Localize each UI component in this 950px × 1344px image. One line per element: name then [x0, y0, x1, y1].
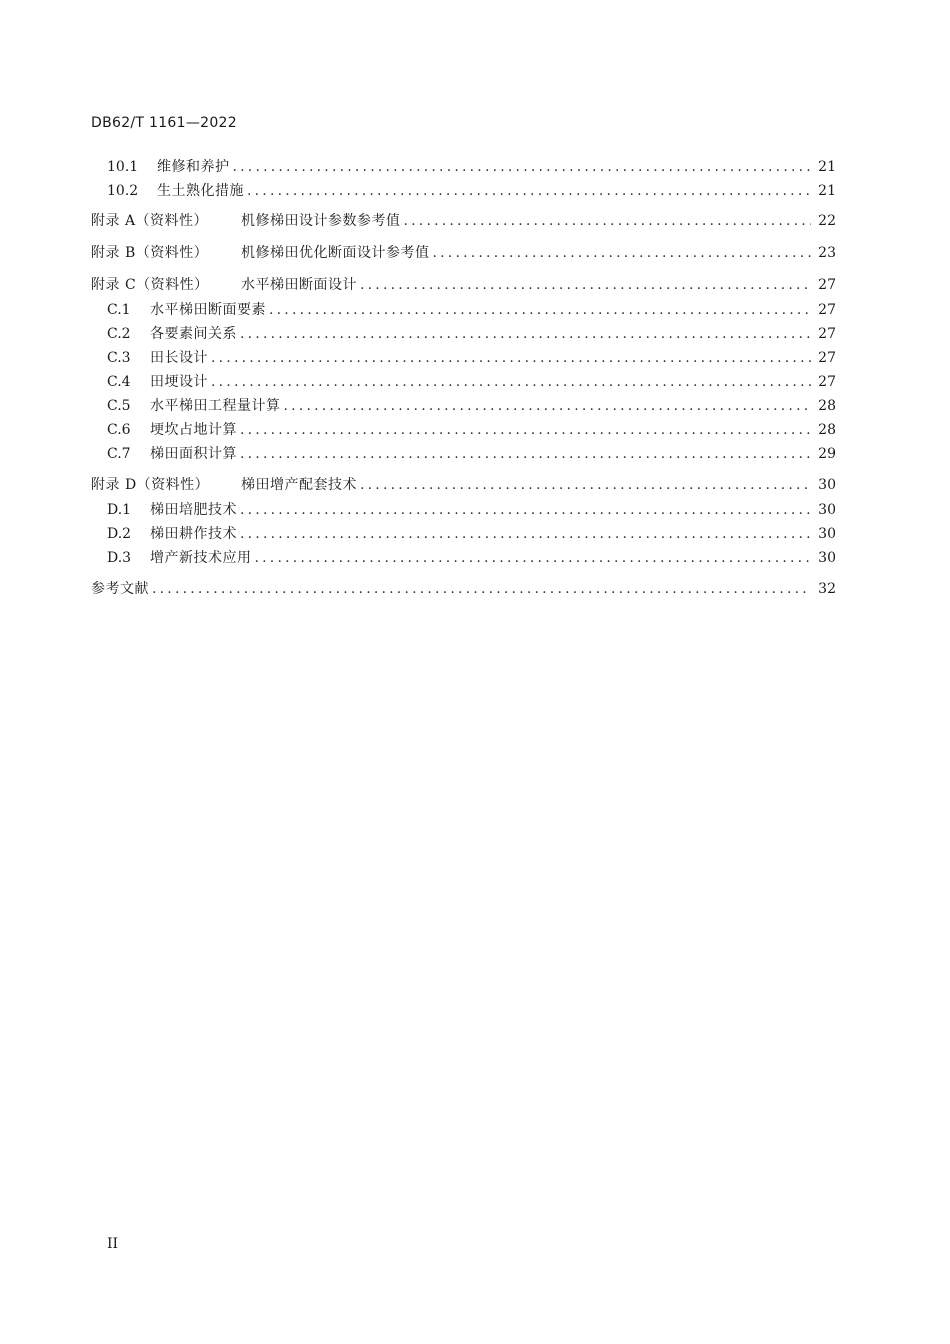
toc-entry-title: 埂坎占地计算: [150, 422, 237, 438]
toc-leader-dots: [284, 397, 812, 415]
toc-entry-number: C.5: [107, 398, 131, 414]
toc-entry-number: D.3: [107, 550, 132, 566]
toc-entry-title: 田长设计: [150, 350, 208, 366]
toc-leader-dots: [240, 501, 811, 519]
toc-entry-page: 21: [818, 183, 836, 199]
toc-leader-dots: [360, 276, 811, 294]
toc-entry-number: C.4: [107, 374, 131, 390]
toc-entry-appendix-c[interactable]: [0, 274, 950, 294]
toc-leader-dots: [240, 325, 811, 343]
toc-entry-title: 梯田培肥技术: [150, 502, 237, 518]
toc-leader-dots: [255, 549, 812, 567]
toc-leader-dots: [211, 373, 811, 391]
toc-entry-c-6[interactable]: [0, 419, 950, 439]
toc-entry-page: 27: [818, 277, 836, 293]
toc-appendix-label: 附录 B（资料性）: [91, 245, 209, 261]
toc-entry-number: C.7: [107, 446, 131, 462]
toc-entry-c-7[interactable]: [0, 443, 950, 463]
toc-entry-page: 27: [818, 326, 836, 342]
toc-entry-c-5[interactable]: [0, 395, 950, 415]
toc-entry-title: 生土熟化措施: [157, 183, 244, 199]
document-code: DB62/T 1161—2022: [91, 115, 237, 131]
toc-entry-c-1[interactable]: [0, 299, 950, 319]
toc-entry-appendix-d[interactable]: [0, 474, 950, 494]
toc-leader-dots: [152, 580, 811, 598]
toc-entry-page: 29: [818, 446, 836, 462]
toc-entry-page: 30: [818, 550, 836, 566]
toc-entry-page: 30: [818, 526, 836, 542]
toc-entry-page: 28: [818, 422, 836, 438]
toc-leader-dots: [240, 525, 811, 543]
toc-entry-c-2[interactable]: [0, 323, 950, 343]
toc-entry-c-4[interactable]: [0, 371, 950, 391]
toc-entry-title: 增产新技术应用: [150, 550, 252, 566]
toc-entry-page: 22: [818, 213, 836, 229]
toc-entry-title: 机修梯田设计参数参考值: [241, 213, 401, 229]
toc-leader-dots: [433, 244, 812, 262]
toc-entry-references[interactable]: [0, 578, 950, 598]
page-number: II: [107, 1236, 119, 1252]
toc-leader-dots: [360, 476, 811, 494]
toc-appendix-label: 附录 C（资料性）: [91, 277, 209, 293]
toc-entry-10-1[interactable]: [0, 156, 950, 176]
toc-leader-dots: [404, 212, 812, 230]
toc-leader-dots: [247, 182, 811, 200]
toc-entry-c-3[interactable]: [0, 347, 950, 367]
toc-leader-dots: [233, 158, 812, 176]
toc-entry-page: 27: [818, 374, 836, 390]
toc-entry-title: 水平梯田工程量计算: [150, 398, 281, 414]
toc-entry-appendix-a[interactable]: [0, 210, 950, 230]
toc-entry-number: 10.2: [107, 183, 139, 199]
toc-leader-dots: [240, 421, 811, 439]
toc-entry-title: 维修和养护: [157, 159, 230, 175]
toc-entry-d-1[interactable]: [0, 499, 950, 519]
toc-leader-dots: [269, 301, 811, 319]
toc-entry-title: 梯田耕作技术: [150, 526, 237, 542]
toc-entry-d-3[interactable]: [0, 547, 950, 567]
toc-entry-number: C.2: [107, 326, 131, 342]
toc-entry-10-2[interactable]: [0, 180, 950, 200]
toc-entry-title: 机修梯田优化断面设计参考值: [241, 245, 430, 261]
toc-entry-d-2[interactable]: [0, 523, 950, 543]
toc-entry-title: 水平梯田断面设计: [241, 277, 357, 293]
toc-entry-title: 各要素间关系: [150, 326, 237, 342]
toc-entry-number: D.1: [107, 502, 132, 518]
toc-entry-page: 30: [818, 477, 836, 493]
toc-appendix-label: 附录 D（资料性）: [91, 477, 210, 493]
toc-entry-page: 23: [818, 245, 836, 261]
toc-entry-page: 32: [818, 581, 836, 597]
toc-entry-page: 27: [818, 302, 836, 318]
toc-entry-title: 梯田增产配套技术: [241, 477, 357, 493]
toc-entry-title: 梯田面积计算: [150, 446, 237, 462]
toc-entry-number: D.2: [107, 526, 132, 542]
toc-entry-page: 28: [818, 398, 836, 414]
toc-entry-appendix-b[interactable]: [0, 242, 950, 262]
toc-entry-title: 参考文献: [91, 581, 149, 597]
toc-entry-page: 21: [818, 159, 836, 175]
toc-appendix-label: 附录 A（资料性）: [91, 213, 209, 229]
toc-entry-title: 水平梯田断面要素: [150, 302, 266, 318]
toc-entry-number: C.1: [107, 302, 131, 318]
toc-entry-page: 27: [818, 350, 836, 366]
toc-entry-number: 10.1: [107, 159, 139, 175]
toc-leader-dots: [211, 349, 811, 367]
toc-entry-number: C.6: [107, 422, 131, 438]
toc-leader-dots: [240, 445, 811, 463]
toc-entry-page: 30: [818, 502, 836, 518]
toc-entry-title: 田埂设计: [150, 374, 208, 390]
toc-entry-number: C.3: [107, 350, 131, 366]
